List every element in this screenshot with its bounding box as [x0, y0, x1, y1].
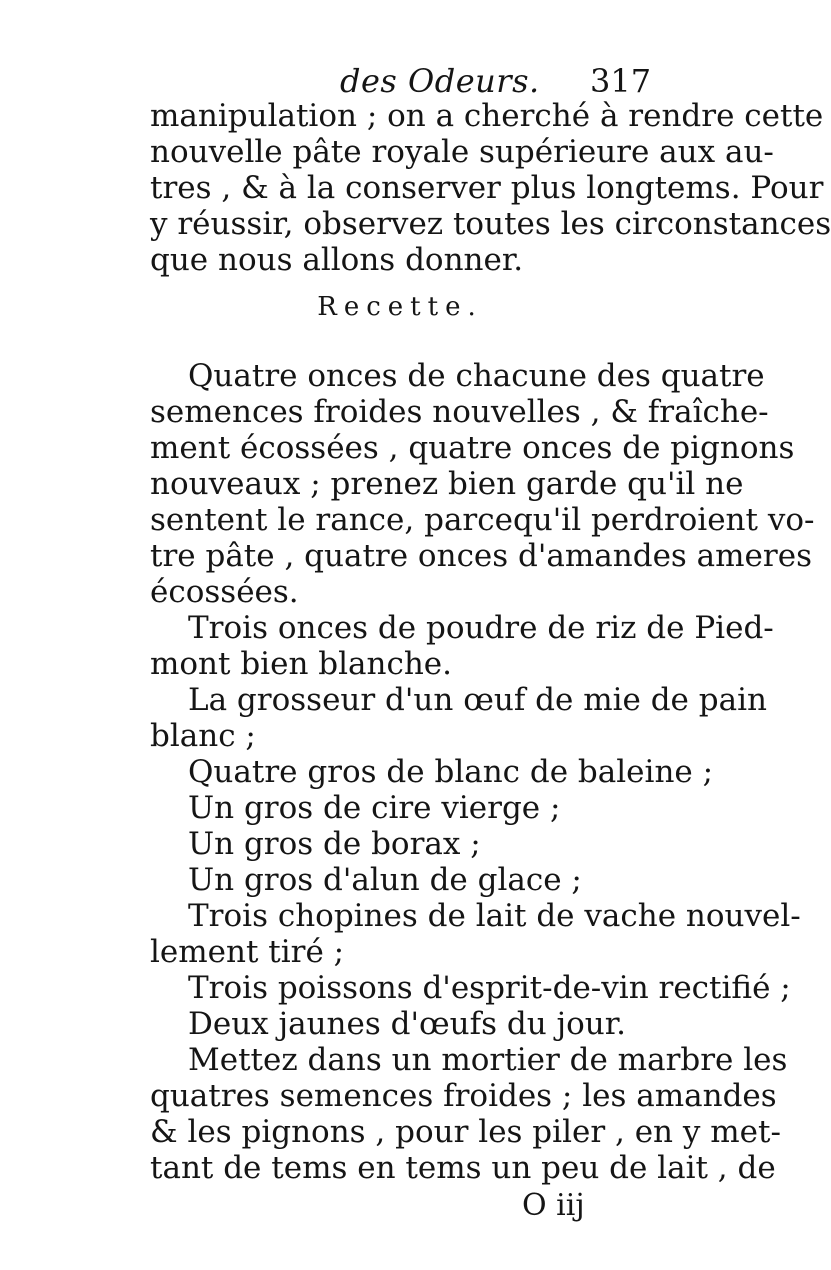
- body-line: Trois chopines de lait de vache nouvel-: [188, 898, 801, 934]
- body-line: Trois poissons d'esprit-de-vin rectifié ;: [188, 970, 791, 1006]
- signature-mark: O iij: [522, 1188, 585, 1223]
- body-line: nouveaux ; prenez bien garde qu'il ne: [150, 466, 744, 502]
- body-line: & les pignons , pour les piler , en y met-: [150, 1114, 781, 1150]
- body-line: blanc ;: [150, 718, 256, 754]
- body-line: Trois onces de poudre de riz de Pied-: [188, 610, 774, 646]
- body-line: Mettez dans un mortier de marbre les: [188, 1042, 788, 1078]
- body-line: Quatre onces de chacune des quatre: [188, 358, 765, 394]
- intro-line: y réussir, observez toutes les circonstances: [150, 206, 831, 242]
- body-line: semences froides nouvelles , & fraîche-: [150, 394, 769, 430]
- body-line: Un gros de borax ;: [188, 826, 481, 862]
- body-line: quatres semences froides ; les amandes: [150, 1078, 777, 1114]
- intro-line: tres , & à la conserver plus longtems. Pour: [150, 170, 824, 206]
- body-line: Deux jaunes d'œufs du jour.: [188, 1006, 627, 1042]
- body-line: La grosseur d'un œuf de mie de pain: [188, 682, 767, 718]
- page-number: 317: [590, 62, 652, 100]
- body-line: Un gros d'alun de glace ;: [188, 862, 582, 898]
- body-line: tre pâte , quatre onces d'amandes ameres: [150, 538, 812, 574]
- body-line: lement tiré ;: [150, 934, 345, 970]
- body-line: ment écossées , quatre onces de pignons: [150, 430, 795, 466]
- body-line: Un gros de cire vierge ;: [188, 790, 561, 826]
- body-line: sentent le rance, parcequ'il perdroient vo-: [150, 502, 815, 538]
- body-line: mont bien blanche.: [150, 646, 452, 682]
- page-header: [0, 62, 800, 102]
- running-title: des Odeurs.: [340, 62, 540, 100]
- body-line: écossées.: [150, 574, 299, 610]
- section-heading: Recette.: [317, 292, 483, 322]
- body-line: Quatre gros de blanc de baleine ;: [188, 754, 714, 790]
- intro-line: nouvelle pâte royale supérieure aux au-: [150, 134, 774, 170]
- intro-line: manipulation ; on a cherché à rendre cette: [150, 98, 824, 134]
- intro-line: que nous allons donner.: [150, 242, 524, 278]
- body-line: tant de tems en tems un peu de lait , de: [150, 1150, 776, 1186]
